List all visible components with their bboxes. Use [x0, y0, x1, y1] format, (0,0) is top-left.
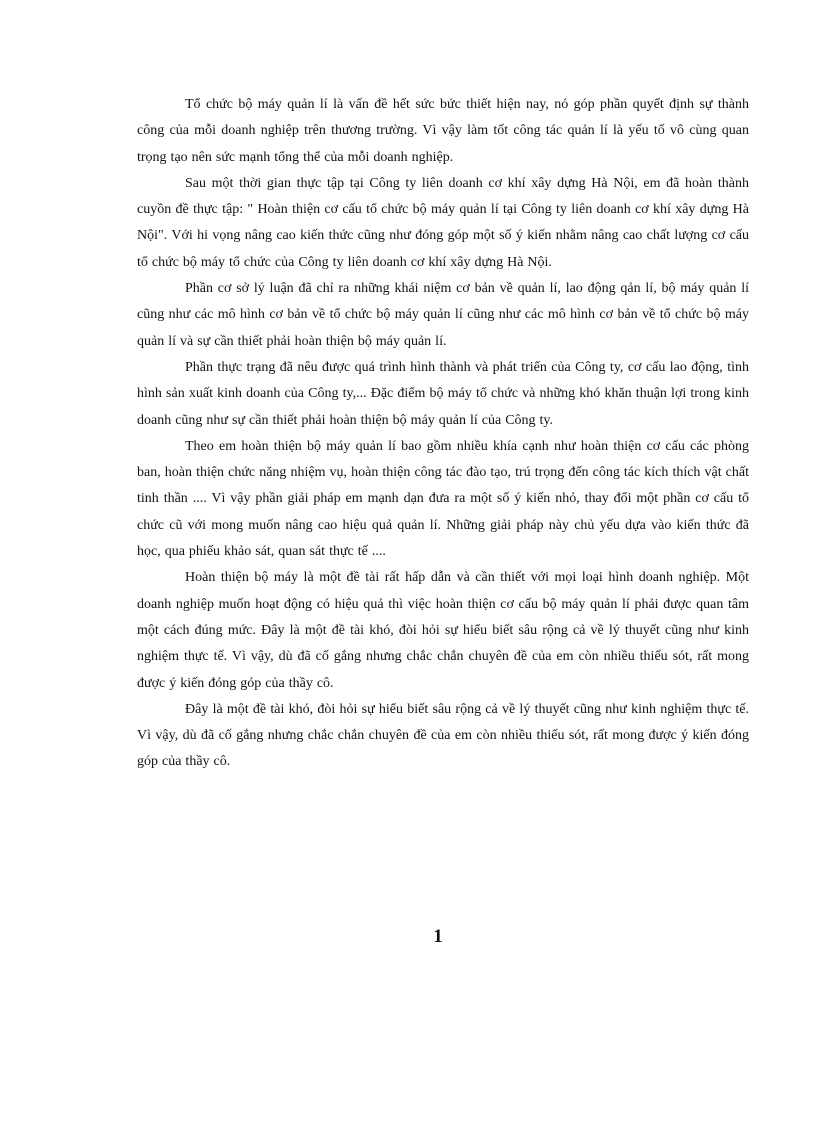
paragraph-5: Theo em hoàn thiện bộ máy quản lí bao gồm nhiều khía cạnh như hoàn thiện cơ cấu các phòng ban, hoàn thiện chức năng nhiệm vụ, hoàn thiện công tác đào tạo, trú trọng đến công tác kích thích vật chất tinh thần .... Vì vậy phần giải pháp em mạnh dạn đưa ra một số ý kiến nhỏ, thay đổi một phần cơ cấu tổ chức cũ với mong muốn nâng cao hiệu quả quản lí. Những giải pháp này chủ yếu dựa vào kiến thức đã học, qua phiếu khảo sát, quan sát thực tế .... [137, 438, 749, 560]
paragraph-7: Đây là một đề tài khó, đòi hỏi sự hiểu biết sâu rộng cả về lý thuyết cũng như kinh nghiệm thực tế. Vì vậy, dù đã cố gắng nhưng chắc chắn chuyên đề của em còn nhiều thiếu sót, rất mong được ý kiến đóng góp của thầy cô. [137, 701, 749, 770]
paragraph-6: Hoàn thiện bộ máy là một đề tài rất hấp dẫn và cần thiết với mọi loại hình doanh nghiệp. Một doanh nghiệp muốn hoạt động có hiệu quả thì việc hoàn thiện cơ cấu bộ máy quản lí phải được quan tâm một cách đúng mức. Đây là một đề tài khó, đòi hỏi sự hiểu biết sâu rộng cả về lý thuyết cũng như kinh nghiệm thực tế. Vì vậy, dù đã cố gắng nhưng chắc chắn chuyên đề của em còn nhiều thiếu sót, rất mong được ý kiến đóng góp của thầy cô. [137, 570, 749, 691]
paragraph-1: Tổ chức bộ máy quản lí là vấn đề hết sức bức thiết hiện nay, nó góp phần quyết định sự thành công của mỗi doanh nghiệp trên thương trường. Vì vậy làm tốt công tác quản lí là yếu tố vô cùng quan trọng tạo nên sức mạnh tổng thể của mỗi doanh nghiệp. [137, 97, 749, 165]
paragraph-2: Sau một thời gian thực tập tại Công ty liên doanh cơ khí xây dựng Hà Nội, em đã hoàn thành cuyồn đề thực tập: " Hoàn thiện cơ cấu tổ chức bộ máy quản lí tại Công ty liên doanh cơ khí xây dựng Hà Nội". Với hi vọng nâng cao kiến thức cũng như đóng góp một số ý kiến nhằm nâng cao chất lượng cơ cấu tổ chức bộ máy tổ chức của Công ty liên doanh cơ khí xây dựng Hà Nội. [137, 175, 749, 270]
paragraph-3: Phần cơ sở lý luận đã chỉ ra những khái niệm cơ bản về quản lí, lao động qản lí, bộ máy quản lí cũng như các mô hình cơ bản về tổ chức bộ máy quản lí cũng như các mô hình cơ bản về tổ chức bộ máy quản lí và sự cần thiết phải hoàn thiện bộ máy quản lí. [137, 281, 749, 349]
page-number: 1 [433, 926, 443, 947]
body-text [137, 92, 749, 776]
paragraph-4: Phần thực trạng đã nêu được quá trình hình thành và phát triển của Công ty, cơ cấu lao động, tình hình sản xuất kinh doanh của Công ty,... Đặc điểm bộ máy tổ chức và những khó khăn thuận lợi trong kinh doanh cũng như sự cần thiết phải hoàn thiện bộ máy quản lí của Công ty. [137, 359, 749, 428]
